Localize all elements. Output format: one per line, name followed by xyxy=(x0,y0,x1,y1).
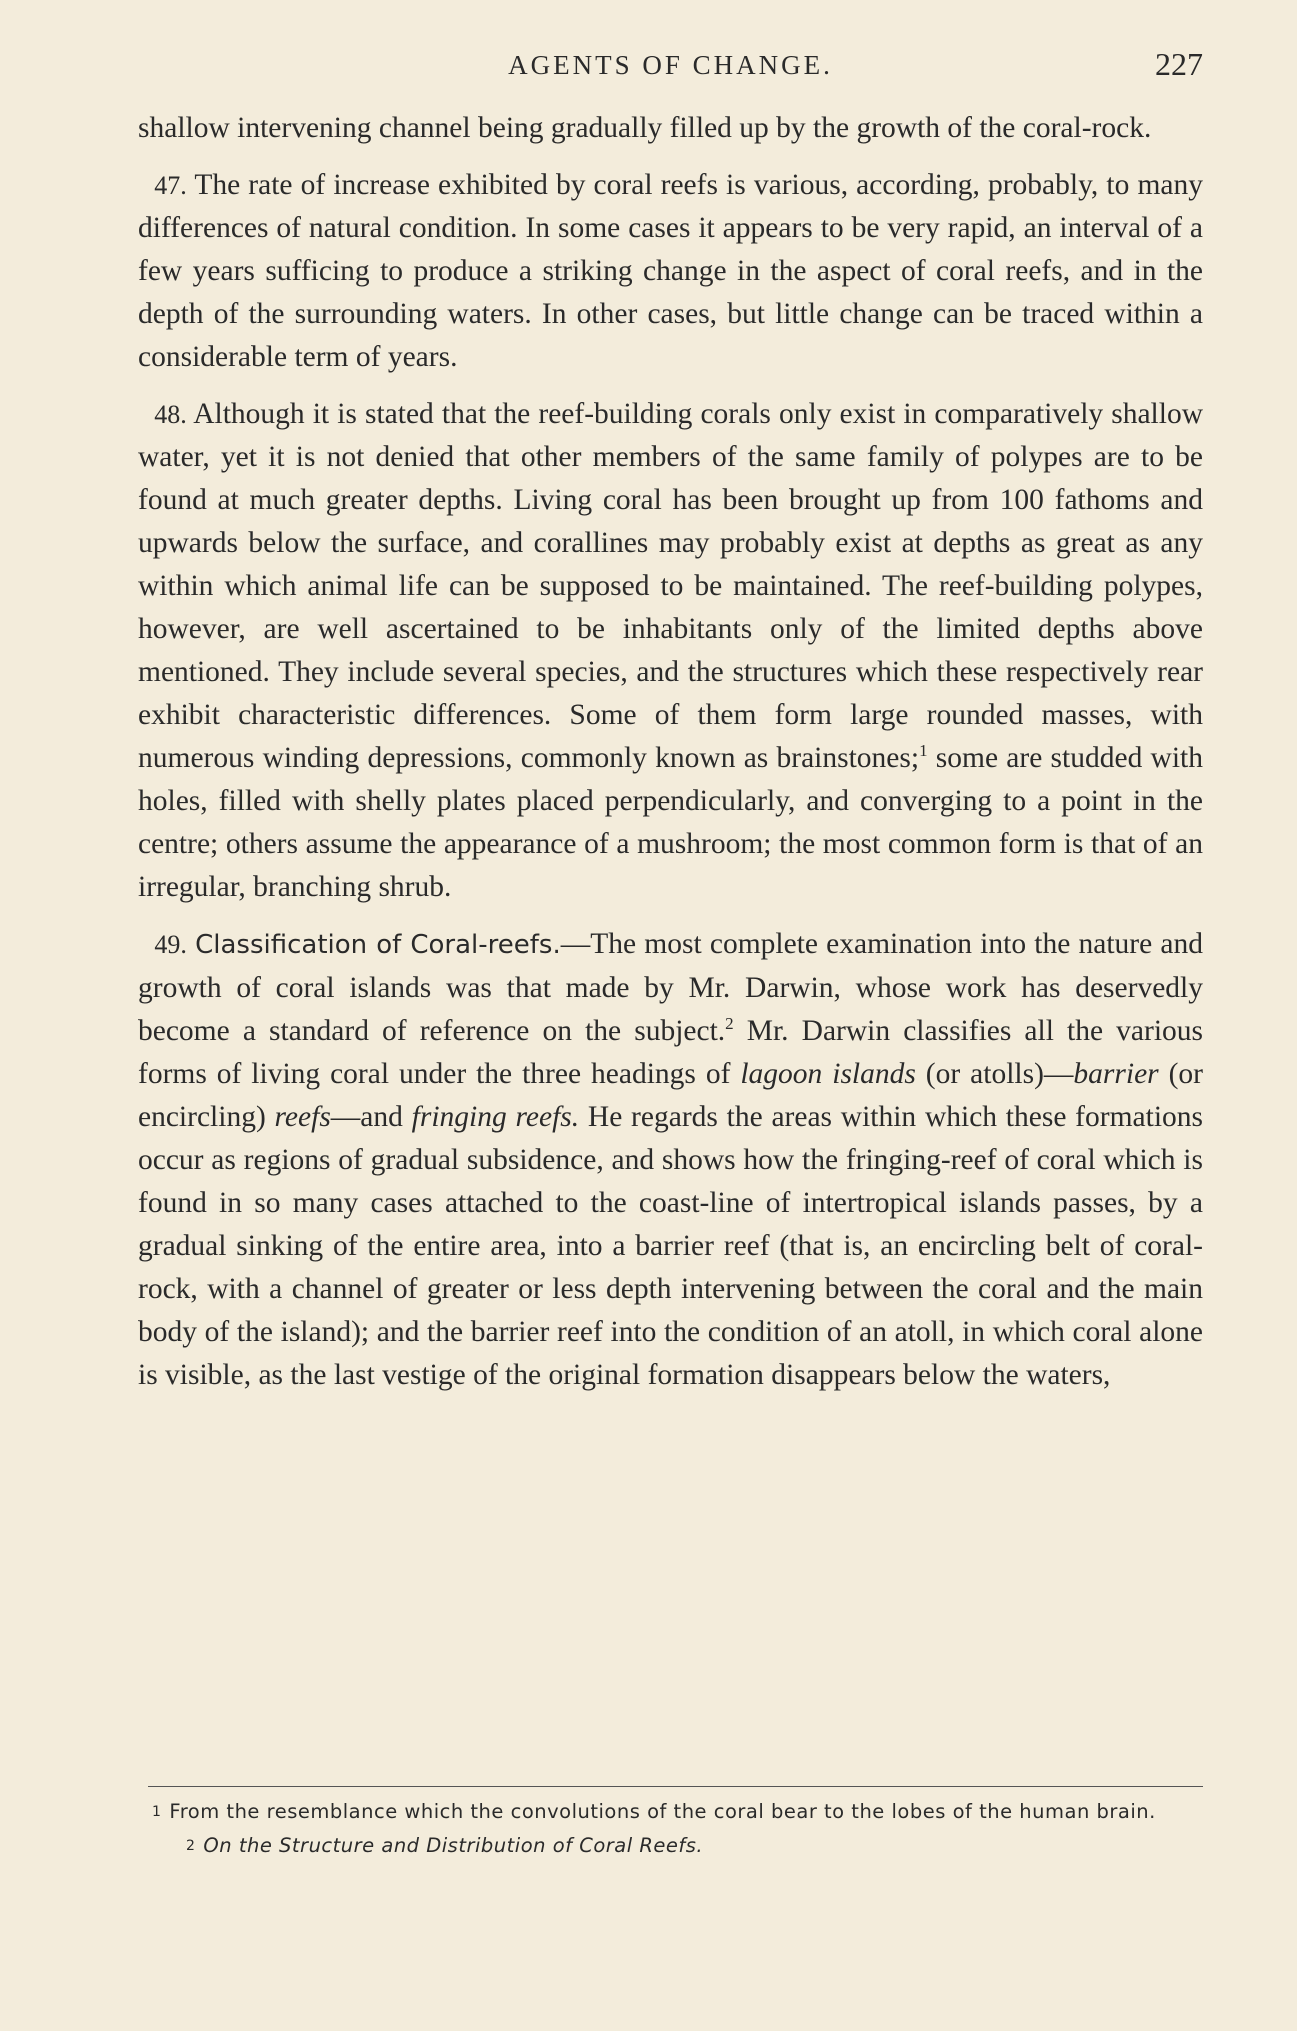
footnote-text: From the resemblance which the convolutions of the coral bear to the lobes of the human brain. xyxy=(169,1800,1156,1823)
running-title: AGENTS OF CHANGE. xyxy=(508,49,833,80)
paragraph-text: (or atolls)— xyxy=(915,1058,1074,1090)
page-body xyxy=(138,107,1203,1411)
paragraph-text: The rate of increase exhibited by coral reefs is various, according, probably, to many differences of natural condition. In some cases it appears to be very rapid, an interval of a few years sufficing to produce a striking change in the aspect of coral reefs, and in the depth of the surrounding waters. In other cases, but little change can be traced within a considerable term of years. xyxy=(138,169,1204,373)
paragraph-number: 49. xyxy=(154,930,187,959)
footnote-mark: 1 xyxy=(152,1804,162,1820)
footnote-ref: 2 xyxy=(725,1014,734,1034)
footnote-ref: 1 xyxy=(919,741,928,761)
paragraph-text: —The most complete examination into the nature and growth of coral islands was that made by Mr. Darwin, whose work has deservedly become a standard of reference on the subject. xyxy=(138,928,1204,1047)
paragraph-text: He regards the areas within which these formations occur as regions of gradual subsidence, and shows how the fringing-reef of coral which is found in so many cases attached to the coast-line of intertropical islands passes, by a gradual sinking of the entire area, into a barrier reef (that is, an encircling belt of coral-rock, with a channel of greater or less depth intervening between the coral and the main body of the island); and the barrier reef into the condition of an atoll, in which coral alone is visible, as the last vestige of the original formation disappears below the waters, xyxy=(138,1101,1203,1391)
paragraph-47 xyxy=(138,164,1203,379)
footnote-text: On the Structure and Distribution of Coral Reefs. xyxy=(203,1834,704,1857)
paragraph-text: —and xyxy=(330,1101,412,1133)
footnote-1 xyxy=(138,1795,1203,1829)
italic-term: reefs xyxy=(274,1101,331,1133)
italic-term: lagoon islands xyxy=(740,1058,916,1090)
section-heading: Classification of Coral-reefs. xyxy=(195,930,561,960)
footnote-mark: 2 xyxy=(186,1838,196,1854)
paragraph-49 xyxy=(138,923,1203,1397)
footnote-2 xyxy=(138,1829,1203,1863)
paragraph-text: Mr. Darwin classifies all the various forms of living coral under the three headings of xyxy=(138,1015,1203,1090)
page-header xyxy=(138,40,1203,90)
page-number: 227 xyxy=(1155,46,1203,82)
footnotes xyxy=(138,1795,1203,1863)
paragraph-continuation: shallow intervening channel being gradually filled up by the growth of the coral-rock. xyxy=(138,112,1152,144)
paragraph-text: (or encircling) xyxy=(138,1058,1203,1133)
paragraph-48 xyxy=(138,393,1203,909)
italic-term: barrier xyxy=(1073,1058,1159,1090)
footnote-divider xyxy=(148,1786,1203,1787)
paragraph-text: some are studded with holes, filled with shelly plates placed perpendicularly, and converging to a point in the centre; others assume the appearance of a mushroom; the most common form is that of an irregular, branching shrub. xyxy=(138,742,1203,903)
paragraph-number: 48. xyxy=(154,400,187,429)
paragraph-text: Although it is stated that the reef-building corals only exist in comparatively shallow water, yet it is not denied that other members of the same family of polypes are to be found at much greater depths. Living coral has been brought up from 100 fathoms and upwards below the surface, and corallines may probably exist at depths as great as any within which animal life can be supposed to be maintained. The reef-building polypes, however, are well ascertained to be inhabitants only of the limited depths above mentioned. They include several species, and the structures which these respectively rear exhibit characteristic differences. Some of them form large rounded masses, with numerous winding depressions, commonly known as brainstones; xyxy=(138,398,1204,774)
paragraph-number: 47. xyxy=(154,171,187,200)
italic-term: fringing reefs. xyxy=(411,1101,580,1133)
